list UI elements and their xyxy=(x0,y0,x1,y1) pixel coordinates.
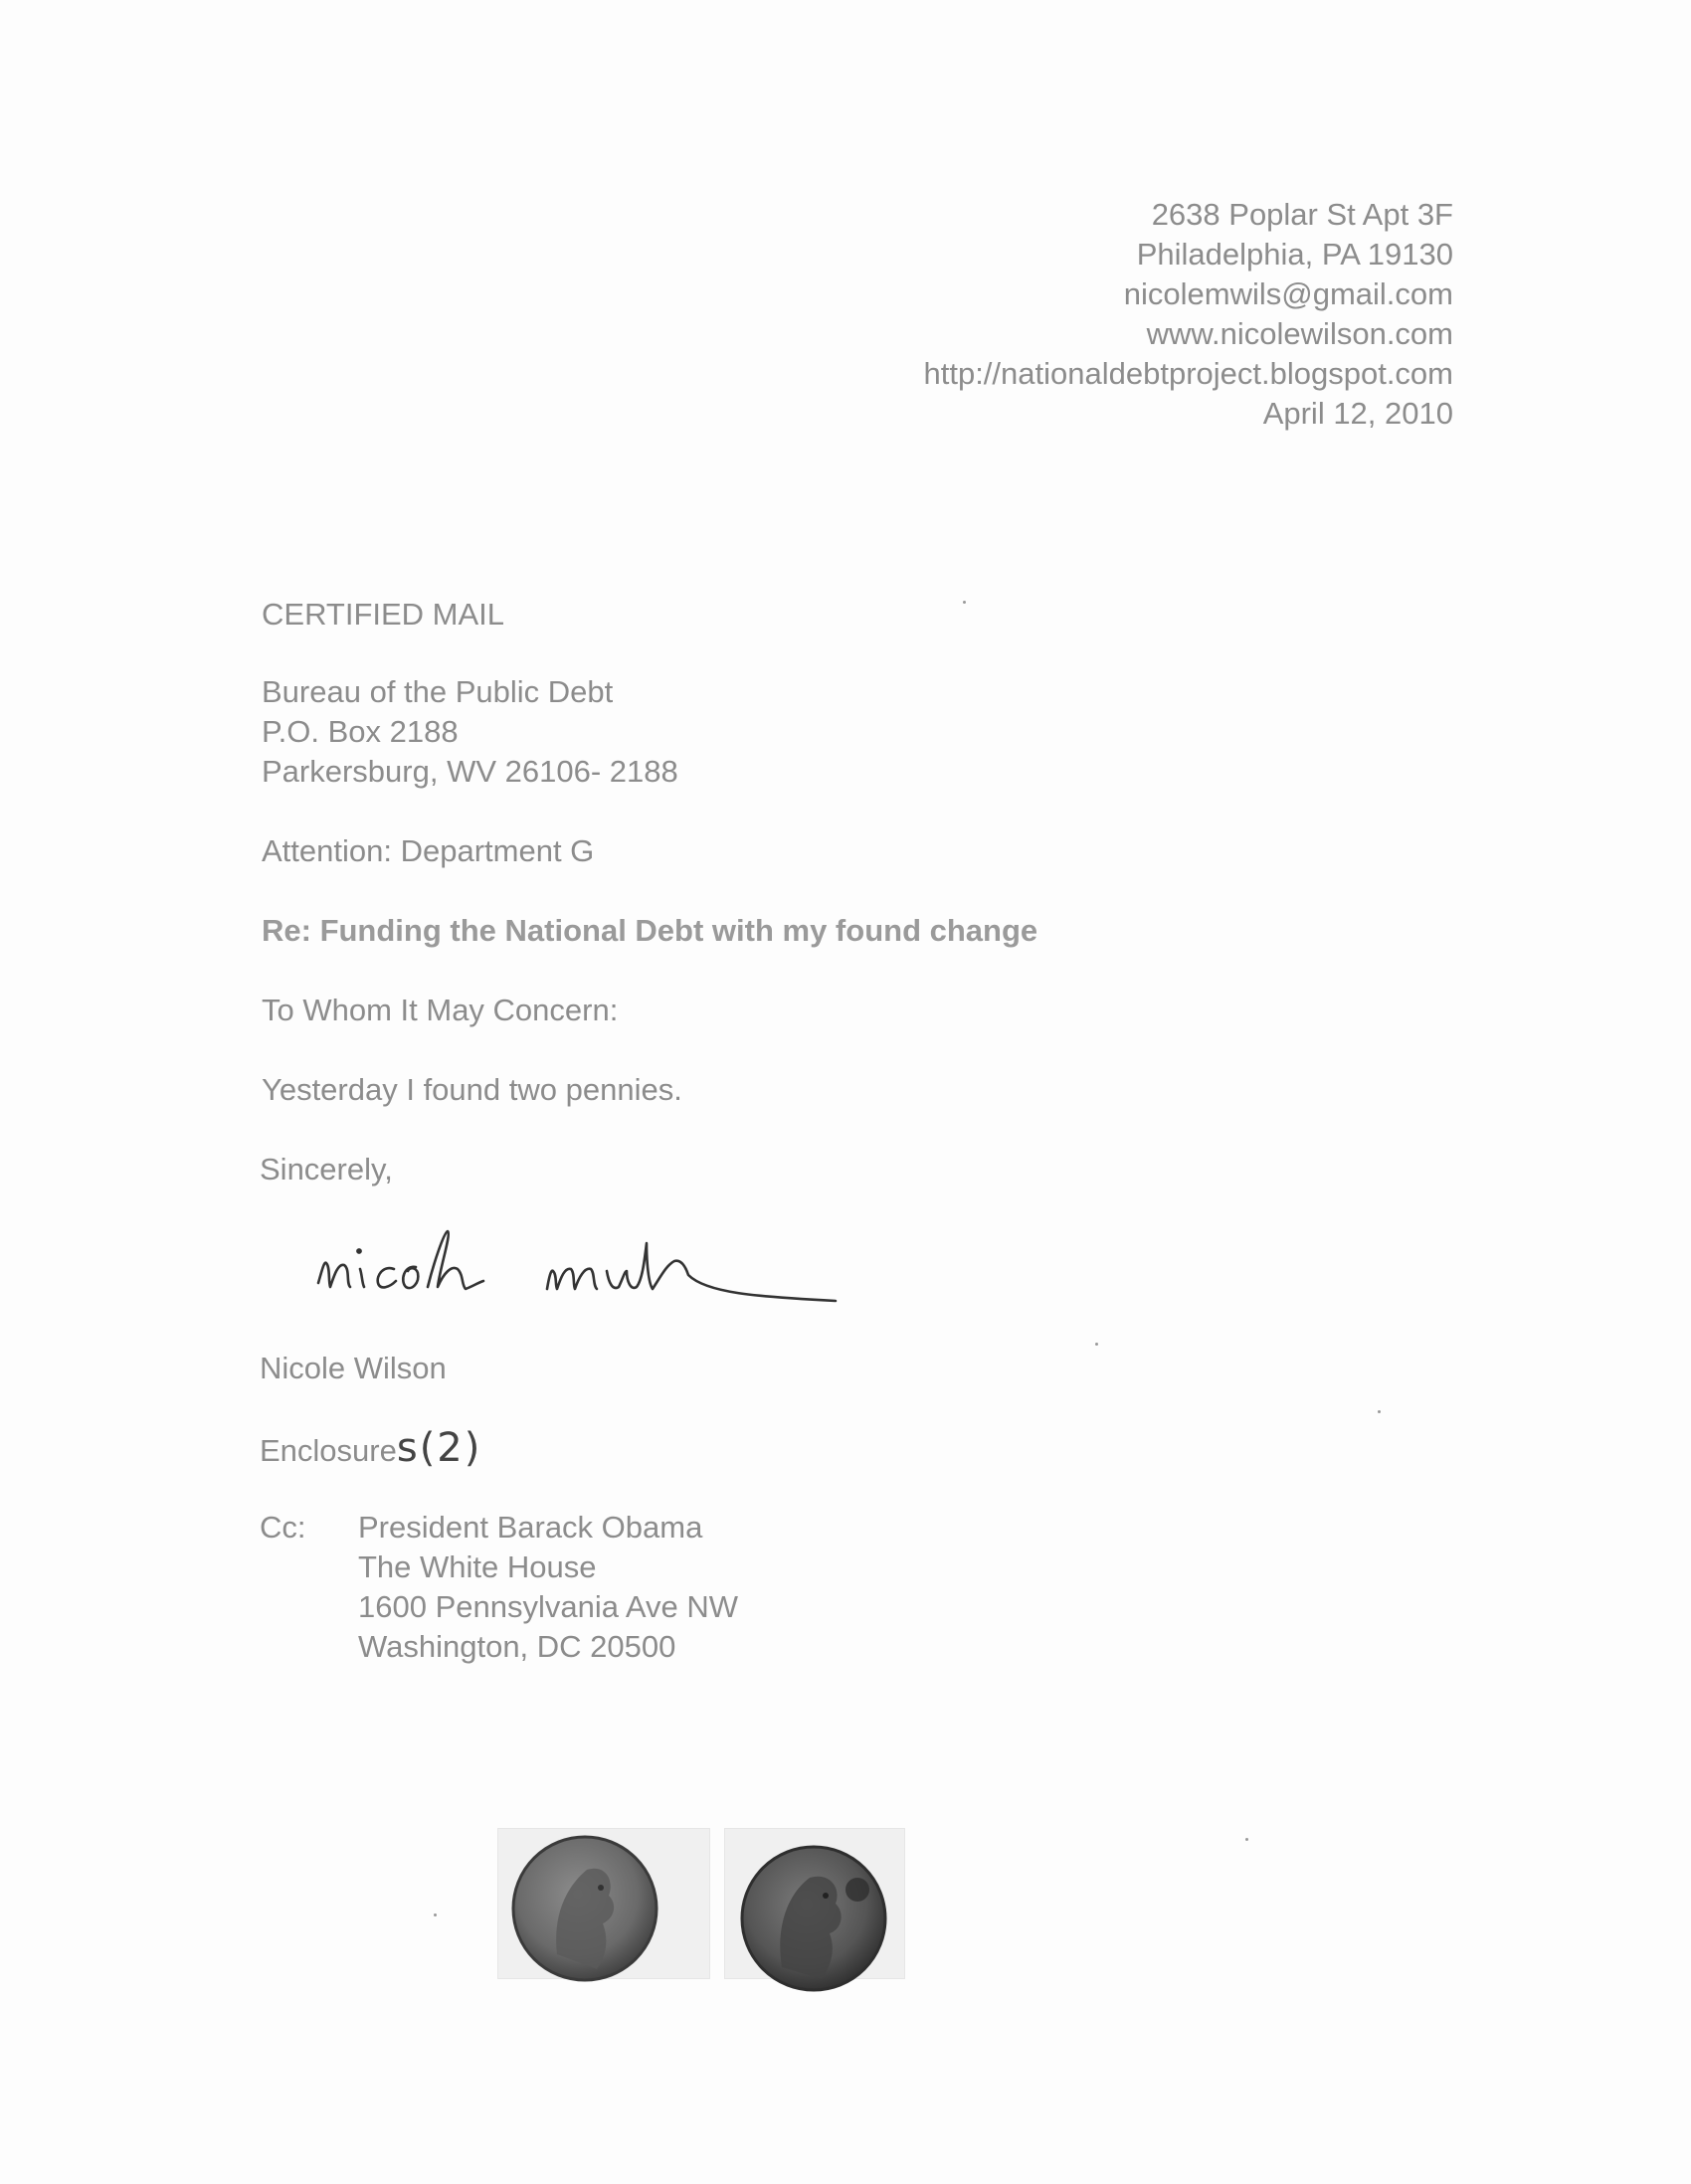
salutation: To Whom It May Concern: xyxy=(262,993,619,1027)
paper-speck xyxy=(1245,1838,1248,1841)
letter-body: Yesterday I found two pennies. xyxy=(262,1072,682,1107)
sender-email: nicolemwils@gmail.com xyxy=(1123,276,1453,311)
enclosures-handwritten: s(2) xyxy=(396,1425,482,1471)
sender-blog: http://nationaldebtproject.blogspot.com xyxy=(923,356,1453,391)
recipient-box: P.O. Box 2188 xyxy=(262,714,459,749)
paper-speck xyxy=(1378,1410,1381,1413)
paper-speck xyxy=(1095,1343,1098,1346)
cc-line: The White House xyxy=(358,1549,597,1584)
paper-speck xyxy=(434,1913,437,1916)
delivery-method: CERTIFIED MAIL xyxy=(262,597,505,632)
cc-line: Washington, DC 20500 xyxy=(358,1629,676,1664)
penny-left xyxy=(513,1837,657,1980)
paper-speck xyxy=(963,601,966,604)
sender-street: 2638 Poplar St Apt 3F xyxy=(1151,197,1453,232)
sender-website: www.nicolewilson.com xyxy=(1146,316,1453,351)
attention-line: Attention: Department G xyxy=(262,833,595,868)
letter-date: April 12, 2010 xyxy=(1262,396,1453,431)
closing: Sincerely, xyxy=(260,1152,393,1186)
sender-city: Philadelphia, PA 19130 xyxy=(1136,237,1453,272)
recipient-city: Parkersburg, WV 26106- 2188 xyxy=(262,754,678,789)
cc-line: 1600 Pennsylvania Ave NW xyxy=(358,1589,738,1624)
subject-line: Re: Funding the National Debt with my found change xyxy=(262,913,1038,948)
cc-label: Cc: xyxy=(260,1510,306,1545)
recipient-name: Bureau of the Public Debt xyxy=(262,674,614,709)
enclosures-printed: Enclosure xyxy=(260,1433,397,1468)
penny-right xyxy=(742,1847,885,1990)
signer-name: Nicole Wilson xyxy=(260,1351,447,1385)
cc-line: President Barack Obama xyxy=(358,1510,703,1545)
